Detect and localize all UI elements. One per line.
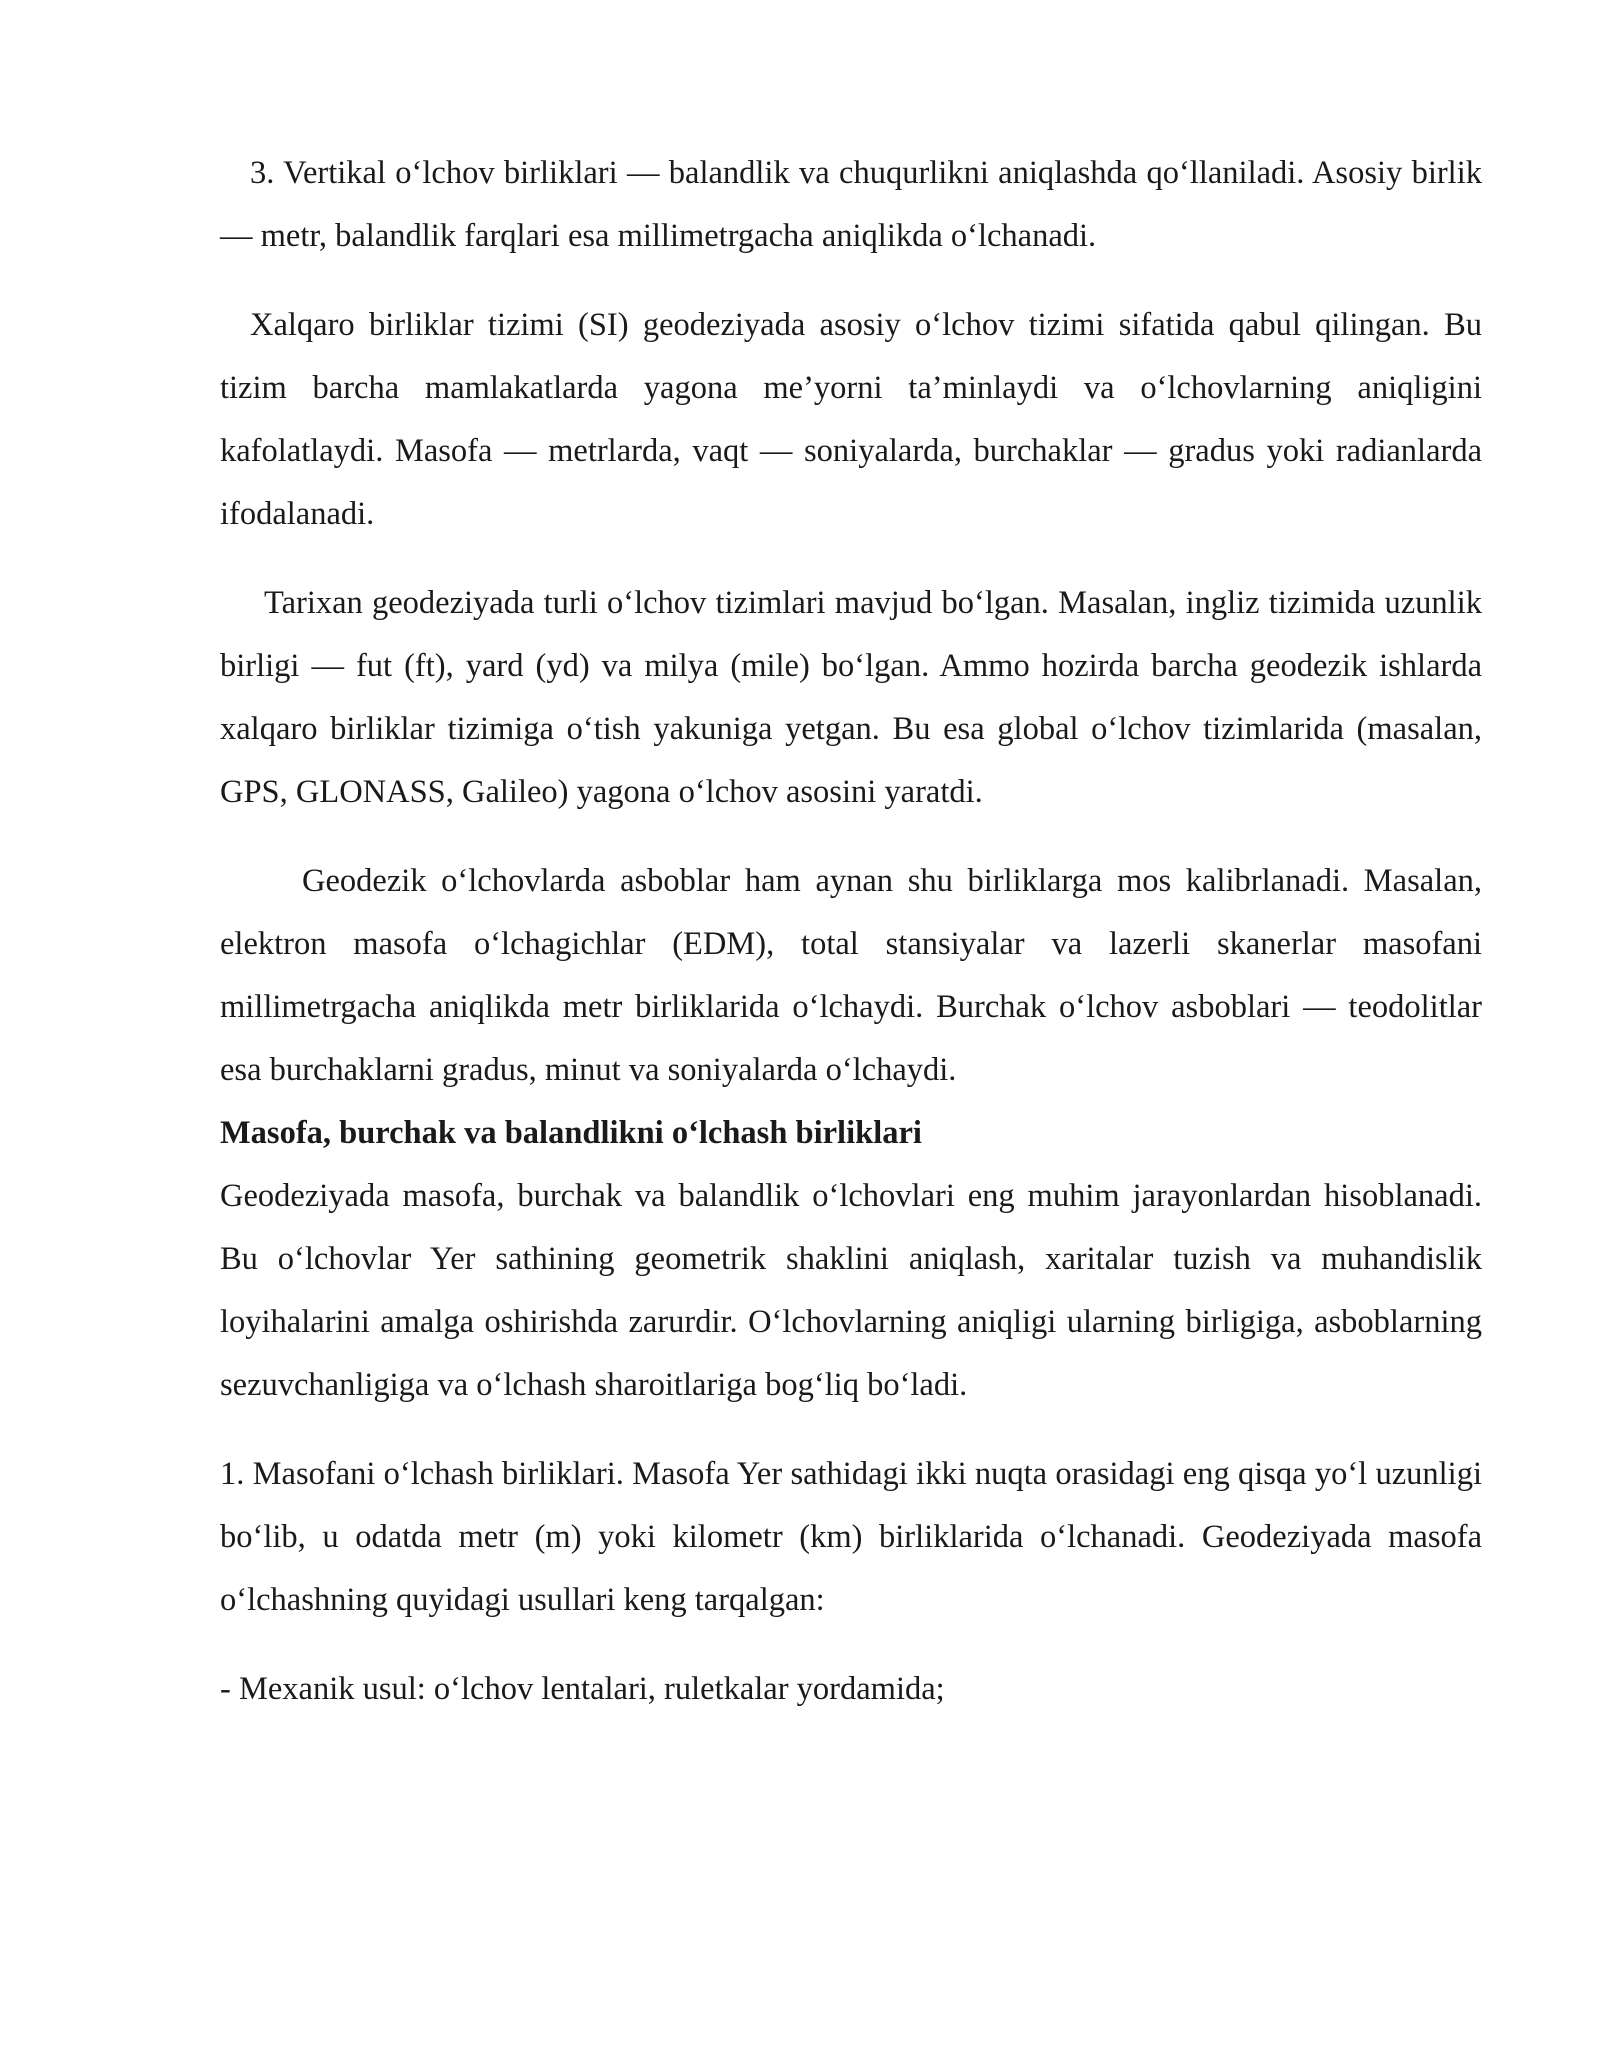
paragraph-instruments: Geodezik o‘lchovlarda asboblar ham aynan shu birliklarga mos kalibrlanadi. Masalan, elektron masofa o‘lchagichlar (EDM), total stansiyalar va lazerli skanerlar masofani millimetrgacha aniqlikda metr birliklarida o‘lchaydi. Burchak o‘lchov asboblari — teodolitlar esa burchaklarni gradus, minut va soniyalarda o‘lchaydi. <box>220 863 1482 1088</box>
paragraph-measurement-intro: Geodeziyada masofa, burchak va balandlik o‘lchovlari eng muhim jarayonlardan hisoblanadi. Bu o‘lchovlar Yer sathining geometrik shaklini aniqlash, xaritalar tuzish va muhandislik loyihalarini amalga oshirishda zarurdir. O‘lchovlarning aniqligi ularning birligiga, asboblarning sezuvchanligiga va o‘lchash sharoitlariga bog‘liq bo‘ladi. <box>220 1178 1482 1403</box>
list-item-mechanical-method: - Mexanik usul: o‘lchov lentalari, ruletkalar yordamida; <box>220 1671 945 1707</box>
document-page <box>220 142 1482 1721</box>
paragraph-history: Tarixan geodeziyada turli o‘lchov tizimlari mavjud bo‘lgan. Masalan, ingliz tizimida uzunlik birligi — fut (ft), yard (yd) va milya (mile) bo‘lgan. Ammo hozirda barcha geodezik ishlarda xalqaro birliklar tizimiga o‘tish yakuniga yetgan. Bu esa global o‘lchov tizimlarida (masalan, GPS, GLONASS, Galileo) yagona o‘lchov asosini yaratdi. <box>220 585 1482 810</box>
paragraph-distance-units: 1. Masofani o‘lchash birliklari. Masofa Yer sathidagi ikki nuqta orasidagi eng qisqa yo‘l uzunligi bo‘lib, u odatda metr (m) yoki kilometr (km) birliklarida o‘lchanadi. Geodeziyada masofa o‘lchashning quyidagi usullari keng tarqalgan: <box>220 1456 1482 1618</box>
paragraph-si-system: Xalqaro birliklar tizimi (SI) geodeziyada asosiy o‘lchov tizimi sifatida qabul qilingan. Bu tizim barcha mamlakatlarda yagona me’yorni ta’minlaydi va o‘lchovlarning aniqligini kafolatlaydi. Masofa — metrlarda, vaqt — soniyalarda, burchaklar — gradus yoki radianlarda ifodalanadi. <box>220 307 1482 532</box>
paragraph-vertical-units: 3. Vertikal o‘lchov birliklari — balandlik va chuqurlikni aniqlashda qo‘llaniladi. Asosiy birlik — metr, balandlik farqlari esa millimetrgacha aniqlikda o‘lchanadi. <box>220 155 1482 254</box>
section-heading: Masofa, burchak va balandlikni o‘lchash birliklari <box>220 1115 922 1151</box>
